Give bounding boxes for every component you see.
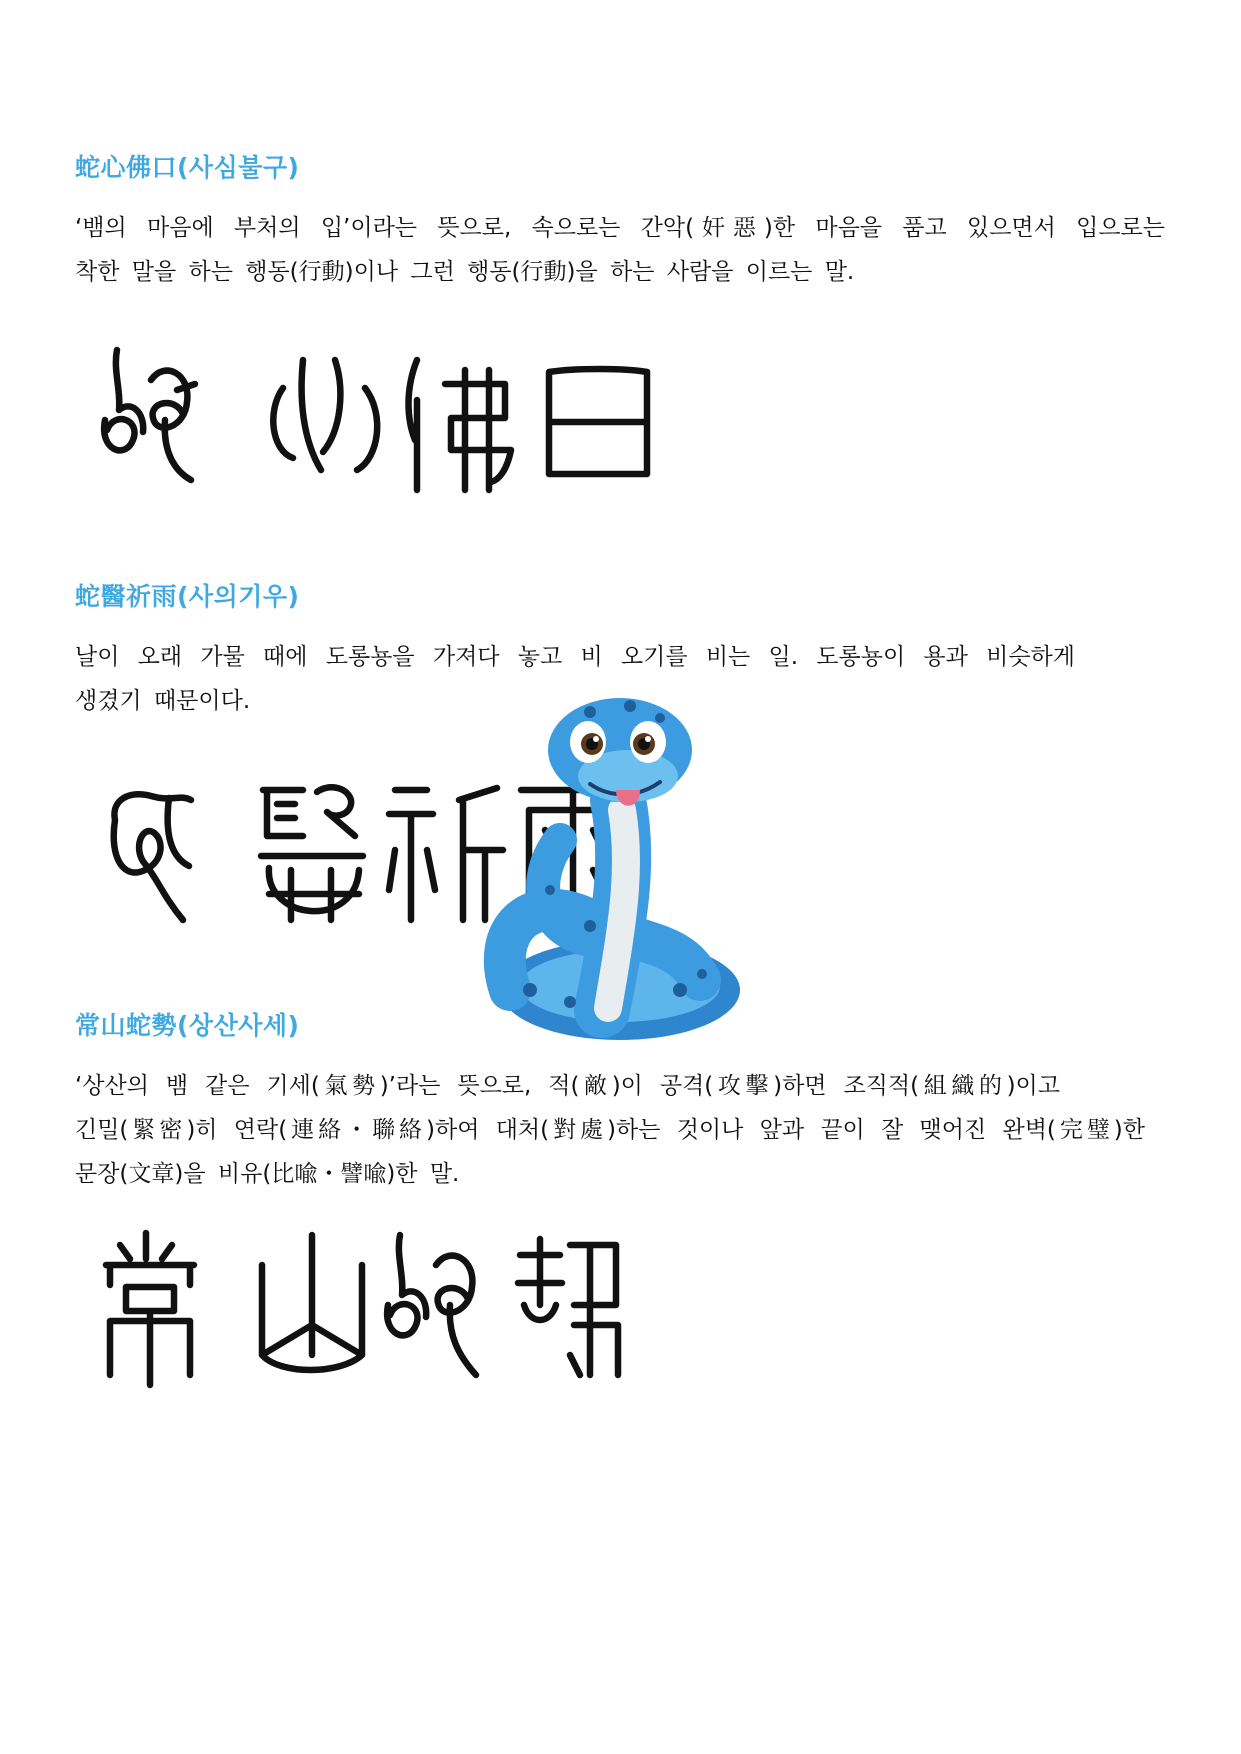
seal-char-she bbox=[114, 794, 191, 920]
body-line: ‘상산의 뱀 같은 기세(氣勢)’라는 뜻으로, 적(敵)이 공격(攻擊)하면 조직적(組織的)이고 bbox=[75, 1073, 1060, 1099]
seal-char-shi bbox=[518, 1239, 618, 1375]
body-line: 긴밀(緊密)히 연락(連絡・聯絡)하여 대처(對處)하는 것이나 앞과 끝이 잘 맺어진 완벽(完璧)한 bbox=[75, 1117, 1145, 1143]
seal-char-she bbox=[387, 1235, 476, 1375]
body-line: 착한 말을 하는 행동(行動)이나 그런 행동(行動)을 하는 사람을 이르는 말. bbox=[75, 259, 855, 285]
seal-script-image-1 bbox=[95, 340, 655, 500]
body-line: ‘뱀의 마음에 부처의 입’이라는 뜻으로, 속으로는 간악(奸惡)한 마음을 품고 있으면서 입으로는 bbox=[75, 215, 1165, 241]
seal-char-she bbox=[104, 350, 195, 480]
seal-char-yi bbox=[261, 787, 363, 920]
seal-char-shan bbox=[262, 1235, 362, 1370]
seal-char-xin bbox=[273, 360, 377, 470]
section-sangsansase bbox=[75, 1006, 1165, 1196]
seal-script-image-3 bbox=[100, 1225, 660, 1395]
seal-char-kou bbox=[549, 369, 647, 474]
body-line: 날이 오래 가물 때에 도롱뇽을 가져다 놓고 비 오기를 비는 일. 도롱뇽이 용과 비슷하게 bbox=[75, 644, 1075, 670]
section-heading: 常山蛇勢(상산사세) bbox=[75, 1011, 300, 1040]
section-sasimbulgu bbox=[75, 148, 1165, 294]
section-body bbox=[75, 1064, 1165, 1196]
section-heading: 蛇心佛口(사심불구) bbox=[75, 153, 300, 182]
seal-char-fo bbox=[409, 360, 512, 490]
body-line: 문장(文章)을 비유(比喩・譬喩)한 말. bbox=[75, 1161, 460, 1187]
seal-char-chang bbox=[106, 1233, 194, 1385]
section-body bbox=[75, 206, 1165, 294]
section-heading: 蛇醫祈雨(사의기우) bbox=[75, 582, 300, 611]
body-line: 생겼기 때문이다. bbox=[75, 688, 251, 714]
